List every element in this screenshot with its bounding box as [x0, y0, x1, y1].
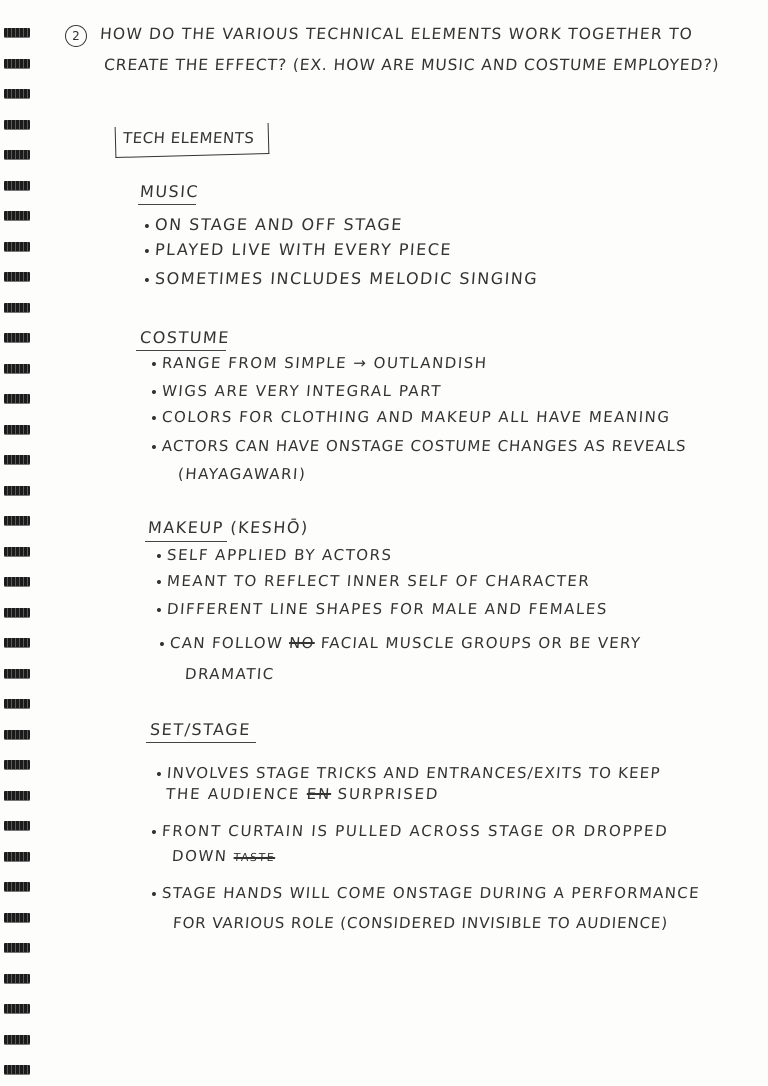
binding-ring [4, 547, 30, 556]
music-item [144, 271, 538, 287]
set-underline [146, 742, 256, 743]
binding-ring [4, 760, 30, 769]
bullet [145, 278, 149, 282]
binding-ring [4, 394, 30, 403]
binding-ring [4, 89, 30, 98]
binding-ring [4, 1004, 30, 1013]
binding-ring [4, 638, 30, 647]
makeup-item-text: MEANT TO REFLECT INNER SELF OF CHARACTER [166, 572, 591, 590]
set-item-continuation [165, 787, 439, 802]
set-item-text: DOWN [171, 847, 229, 865]
bullet [145, 224, 149, 228]
binding-ring [4, 59, 30, 68]
binding-ring [4, 699, 30, 708]
binding-ring [4, 852, 30, 861]
binding-ring [4, 28, 30, 37]
makeup-item-text: DIFFERENT LINE SHAPES FOR MALE AND FEMALES [166, 600, 609, 618]
costume-item-text: ACTORS CAN HAVE ONSTAGE COSTUME CHANGES AS REVEALS [161, 437, 688, 455]
binding-ring [4, 120, 30, 129]
makeup-item-continuation: DRAMATIC [184, 665, 276, 683]
makeup-underline [145, 541, 227, 542]
makeup-title [147, 520, 309, 536]
makeup-item-text: SELF APPLIED BY ACTORS [166, 546, 394, 564]
costume-item [151, 439, 687, 454]
music-item [144, 242, 452, 258]
binding-ring [4, 1065, 30, 1074]
question-number: 2 [65, 25, 87, 47]
bullet [152, 362, 156, 366]
question-line-2: CREATE THE EFFECT? (EX. HOW ARE MUSIC AND COSTUME EMPLOYED?) [103, 56, 721, 74]
bullet [152, 445, 156, 449]
binding-ring [4, 1035, 30, 1044]
heading-title: TECH ELEMENTS [122, 129, 255, 147]
costume-item [151, 410, 670, 425]
bullet [157, 608, 161, 612]
makeup-title-text: MAKEUP [147, 518, 225, 537]
costume-item [151, 356, 488, 371]
binding-ring [4, 425, 30, 434]
music-item-text: ON STAGE AND OFF STAGE [154, 215, 404, 234]
binding-ring [4, 242, 30, 251]
bullet [157, 772, 161, 776]
bullet [152, 892, 156, 896]
binding-ring [4, 669, 30, 678]
set-item [156, 766, 661, 781]
set-item-text: INVOLVES STAGE TRICKS AND ENTRANCES/EXITS TO KEEP [166, 764, 662, 782]
makeup-item-text: CAN FOLLOW [169, 634, 284, 652]
binding-ring [4, 791, 30, 800]
costume-item-continuation: (HAYAGAWARI) [177, 465, 307, 483]
set-item-continuation [171, 849, 275, 864]
binding-ring [4, 882, 30, 891]
binding-ring [4, 974, 30, 983]
makeup-item [159, 636, 641, 651]
costume-item-text: RANGE FROM SIMPLE → OUTLANDISH [161, 354, 489, 372]
set-item-continuation: FOR VARIOUS ROLE (CONSIDERED INVISIBLE TO AUDIENCE) [172, 914, 669, 932]
question-line-1: HOW DO THE VARIOUS TECHNICAL ELEMENTS WORK TOGETHER TO [99, 25, 694, 43]
set-struck-word: TASTE [233, 851, 276, 864]
costume-item-text: WIGS ARE VERY INTEGRAL PART [161, 382, 443, 400]
set-item-text: STAGE HANDS WILL COME ONSTAGE DURING A PERFORMANCE [161, 884, 701, 902]
set-struck-word: EN [306, 785, 332, 803]
spiral-binding [0, 0, 34, 1086]
set-title: SET/STAGE [149, 720, 252, 739]
music-item-text: SOMETIMES INCLUDES MELODIC SINGING [154, 269, 539, 288]
makeup-item-text: FACIAL MUSCLE GROUPS OR BE VERY [320, 634, 642, 652]
bullet [157, 580, 161, 584]
costume-title: COSTUME [139, 328, 231, 347]
binding-ring [4, 455, 30, 464]
binding-ring [4, 943, 30, 952]
binding-ring [4, 181, 30, 190]
binding-ring [4, 272, 30, 281]
binding-ring [4, 364, 30, 373]
binding-ring [4, 730, 30, 739]
bullet [152, 390, 156, 394]
costume-underline [136, 350, 226, 351]
binding-ring [4, 303, 30, 312]
costume-item [151, 384, 442, 399]
set-item-text: THE AUDIENCE [165, 785, 301, 803]
bullet [152, 830, 156, 834]
music-title: MUSIC [139, 182, 200, 201]
costume-item-text: COLORS FOR CLOTHING AND MAKEUP ALL HAVE MEANING [161, 408, 672, 426]
binding-ring [4, 516, 30, 525]
bullet [157, 554, 161, 558]
binding-ring [4, 486, 30, 495]
set-item-text: FRONT CURTAIN IS PULLED ACROSS STAGE OR DROPPED [161, 822, 670, 840]
binding-ring [4, 211, 30, 220]
music-item-text: PLAYED LIVE WITH EVERY PIECE [154, 240, 453, 259]
makeup-item [156, 548, 393, 563]
binding-ring [4, 821, 30, 830]
bullet [145, 249, 149, 253]
makeup-title-suffix: (KESHŌ) [229, 518, 310, 537]
music-item [144, 217, 403, 233]
binding-ring [4, 150, 30, 159]
makeup-item [156, 602, 608, 617]
set-item-text: SURPRISED [337, 785, 440, 803]
set-item [151, 886, 700, 901]
music-underline [138, 204, 196, 205]
bullet [152, 416, 156, 420]
bullet [160, 642, 164, 646]
binding-ring [4, 608, 30, 617]
binding-ring [4, 913, 30, 922]
set-item [151, 824, 668, 839]
binding-ring [4, 577, 30, 586]
makeup-struck-word: NO [288, 634, 316, 652]
makeup-item [156, 574, 590, 589]
binding-ring [4, 333, 30, 342]
